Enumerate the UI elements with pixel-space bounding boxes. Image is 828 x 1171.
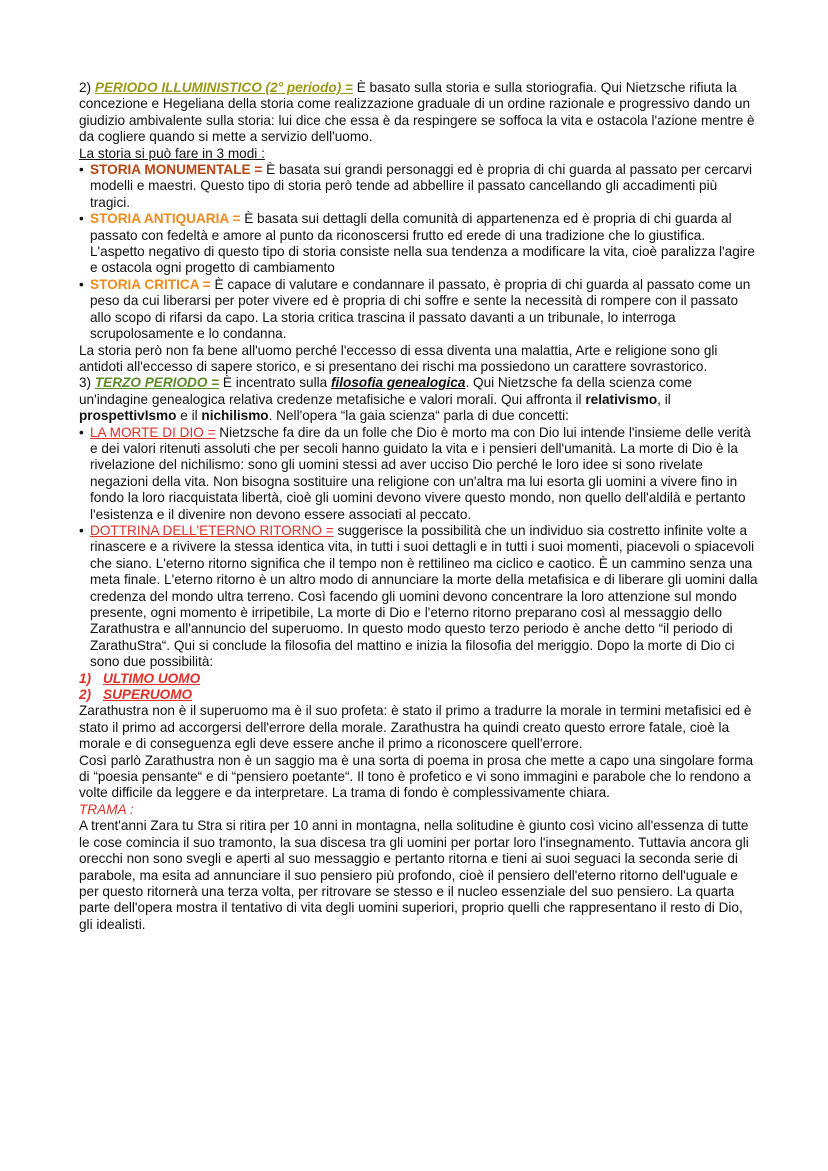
concept-eternal-return	[79, 523, 759, 671]
section-3-text-part: e il	[176, 408, 202, 424]
section-3-title: TERZO PERIODO =	[94, 375, 220, 391]
history-mode-text: È basata sui grandi personaggi ed è propria di chi guarda al passato per cercarvi modelli e maestri. Questo tipo di storia però tende ad abbellire il passato cancellando gli accadimenti più tragici.	[90, 162, 752, 210]
history-mode-label: STORIA CRITICA =	[90, 276, 211, 292]
concept-text: Nietzsche fa dire da un folle che Dio è morto ma con Dio lui intende l'insieme delle verità e dei valori ritenuti assoluti che per secoli hanno guidato la vita e i pensieri dell'umanità. La morte di Dio è la rivelazione del nichilismo: sono gli uomini stessi ad aver ucciso Dio perché le loro idee si sono rivelate negazioni della vita. Non bisogna sostituire una religione con un'altra ma lui esorta gli uomini a vivere fino in fondo la loro riacquistata libertà, cioè gli uomini devono vivere questo mondo, non quello dell'aldilà e pertanto l'esistenza e il divenire non devono essere associati al peccato.	[90, 424, 751, 522]
history-mode-text: È basata sui dettagli della comunità di appartenenza ed è propria di chi guarda al passato con fedeltà e amore al punto da riconoscersi frutto ed erede di una tradizione che lo giustifica. L'aspetto negativo di questo tipo di storia consiste nella sua tendenza a modificare la vita, cioè paralizza l'agire e ostacola ogni progetto di cambiamento	[90, 211, 755, 276]
keyword-relativism: relativismo	[585, 391, 658, 407]
possibility-superman	[79, 687, 759, 703]
possibilities-list	[79, 671, 759, 704]
section-3-text-part: . Qui Nietzsche fa della scienza come un'indagine genealogica relativa credenze metafisiche e valori morali. Qui affronta il	[79, 375, 693, 407]
section-2-text: È basato sulla storia e sulla storiografia. Qui Nietzsche rifiuta la concezione e Hegeliana della storia come realizzazione graduale di un ordine razionale e progressivo dando un giudizio ambivalente sulla storia: lui dice che essa è da respingere se soffoca la vita e ostacola l'azione mentre è da cogliere quando si mette a servizio dell'uomo.	[79, 80, 755, 145]
keyword-nihilism: nichilismo	[201, 408, 269, 424]
concept-label: LA MORTE DI DIO =	[90, 424, 216, 440]
history-modes-list	[79, 162, 759, 342]
genealogy-term: filosofia genealogica	[330, 375, 466, 391]
section-3-number: 3)	[79, 375, 92, 391]
concepts-list	[79, 425, 759, 671]
possibility-number: 2)	[79, 687, 92, 703]
section-3-text-part: , il	[657, 391, 671, 407]
possibility-number: 1)	[79, 670, 92, 686]
section-2-title: PERIODO ILLUMINISTICO (2° periodo) =	[94, 80, 353, 95]
history-modes-intro: La storia si può fare in 3 modi :	[79, 145, 265, 161]
section-2-number: 2)	[79, 80, 92, 95]
concept-label: DOTTRINA DELL'ETERNO RITORNO =	[90, 522, 334, 538]
history-mode-text: È capace di valutare e condannare il passato, è propria di chi guarda al passato come un peso da cui liberarsi per poter vivere ed è propria di chi soffre e sente la necessità di rompere con il passato allo scopo di rifarsi da capo. La storia critica trascina il passato davanti a un tribunale, lo interroga scrupolosamente e lo condanna.	[90, 276, 751, 342]
history-mode-label: STORIA ANTIQUARIA =	[90, 211, 241, 227]
history-mode-monumental	[79, 162, 759, 211]
section-3-text-part: . Nell'opera “la gaia scienza“ parla di due concetti:	[268, 408, 569, 424]
concept-death-of-god	[79, 425, 759, 523]
possibility-label: SUPERUOMO	[103, 687, 193, 703]
section-3-intro	[79, 375, 759, 424]
section-2-closing: La storia però non fa bene all'uomo perché l'eccesso di essa diventa una malattia, Arte e religione sono gli antidoti all'eccesso di sapere storico, e si presentano dei rischi ma possiedono un carattere sovrastorico.	[79, 342, 718, 374]
zarathustra-paragraph: Zarathustra non è il superuomo ma è il suo profeta: è stato il primo a tradurre la morale in termini metafisici ed è stato il primo ad accorgersi dell'errore della morale. Zarathustra ha quindi creato questo errore fatale, cioè la morale e di conseguenza egli deve essere anche il primo a riconoscere quell'errore.	[79, 703, 752, 752]
possibility-last-man	[79, 671, 759, 687]
section-3-text-part: È incentrato sulla	[219, 375, 331, 391]
history-mode-critical	[79, 277, 759, 343]
section-2-intro	[79, 80, 759, 146]
history-mode-label: STORIA MONUMENTALE =	[90, 162, 263, 178]
trama-label: TRAMA :	[79, 801, 134, 817]
history-mode-antiquarian	[79, 211, 759, 277]
keyword-perspectivism: prospettivIsmo	[79, 408, 177, 424]
zarathustra-book-paragraph: Così parlò Zarathustra non è un saggio ma è una sorta di poema in prosa che mette a capo una singolare forma di “poesia pensante“ e di “pensiero poetante“. Il tono è profetico e vi sono immagini e parabole che lo rendono a volte difficile da leggere e da interpretare. La trama di fondo è complessivamente chiara.	[79, 752, 754, 801]
trama-text: A trent'anni Zara tu Stra si ritira per 10 anni in montagna, nella solitudine è giunto così vicino all'essenza di tutte le cose comincia il suo tramonto, la sua discesa tra gli uomini per portar loro l'insegnamento. Tuttavia ancora gli orecchi non sono svegli e aperti al suo messaggio e pertanto ritorna e tieni ai suoi seguaci la seconda serie di parabole, ma esita ad annunciare il suo pensiero più profondo, cioè il pensiero dell'eterno ritorno dell'uguale e per questo ritornerà una terza volta, per ritrovare se stesso e il nucleo essenziale del suo pensiero. La quarta parte dell'opera mostra il tentativo di vita degli uomini superiori, proprio quelli che rappresentano il resto di Dio, gli idealisti.	[79, 818, 749, 932]
possibility-label: ULTIMO UOMO	[103, 670, 201, 686]
document-body	[79, 80, 759, 933]
concept-text: suggerisce la possibilità che un individuo sia costretto infinite volte a rinascere e a rivivere la stessa identica vita, in tutti i suoi dettagli e in tutti i suoi momenti, piacevoli o spiacevoli che siano. L'eterno ritorno significa che il tempo non è rettilineo ma ciclico e caotico. È un cammino senza una meta finale. L'eterno ritorno è un altro modo di annunciare la morte della metafisica e di liberare gli uomini dalla credenza del mondo ultra terreno. Così facendo gli uomini devono concentrare la loro attenzione sul mondo presente, ogni momento è irripetibile, La morte di Dio e l'eterno ritorno preparano così al messaggio dello Zarathustra e all'annuncio del superuomo. In questo modo questo terzo periodo è anche detto “il periodo di ZarathuStra“. Qui si conclude la filosofia del mattino e inizia la filosofia del meriggio. Dopo la morte di Dio ci sono due possibilità:	[90, 522, 758, 670]
